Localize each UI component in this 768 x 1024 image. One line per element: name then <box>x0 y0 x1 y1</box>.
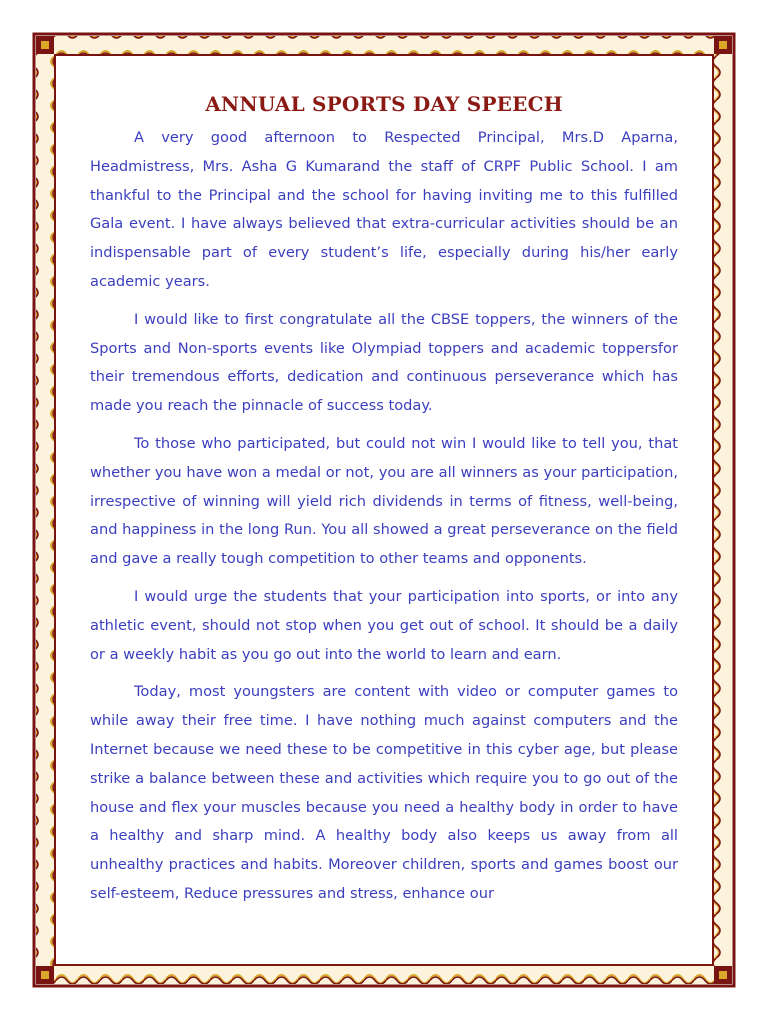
paragraph-greeting: A very good afternoon to Respected Principal, Mrs.D Aparna, Headmistress, Mrs. Asha G Kumarand the staff of CRPF Public School. I am thankful to the Principal and the school for having inviting me to this fulfilled Gala event. I have always believed that extra-curricular activities should be an indispensable part of every student’s life, especially during his/her early academic years. <box>90 129 678 290</box>
paragraph-youngsters: Today, most youngsters are content with video or computer games to while away their free time. I have nothing much against computers and the Internet because we need these to be competitive in this cyber age, but please strike a balance between these and activities which require you to go out of the house and flex your muscles because you need a healthy body in order to have a healthy and sharp mind. A healthy body also keeps us away from all unhealthy practices and habits. Moreover children, sports and games boost our self-esteem, Reduce pressures and stress, enhance our <box>90 683 678 902</box>
speech-body <box>90 124 678 918</box>
paragraph-urge-students: I would urge the students that your participation into sports, or into any athletic event, should not stop when you get out of school. It should be a daily or a weekly habit as you go out into the world to learn and earn. <box>90 587 678 663</box>
paragraph-participants: To those who participated, but could not win I would like to tell you, that whether you have won a medal or not, you are all winners as your participation, irrespective of winning will yield rich dividends in terms of fitness, well-being, and happiness in the long Run. You all showed a great perseverance on the field and gave a really tough competition to other teams and opponents. <box>90 434 678 568</box>
page-title: ANNUAL SPORTS DAY SPEECH <box>205 92 563 116</box>
paragraph-congratulations: I would like to first congratulate all the CBSE toppers, the winners of the Sports and Non-sports events like Olympiad toppers and academic toppersfor their tremendous efforts, dedication and continuous perseverance which has made you reach the pinnacle of success today. <box>90 310 678 415</box>
